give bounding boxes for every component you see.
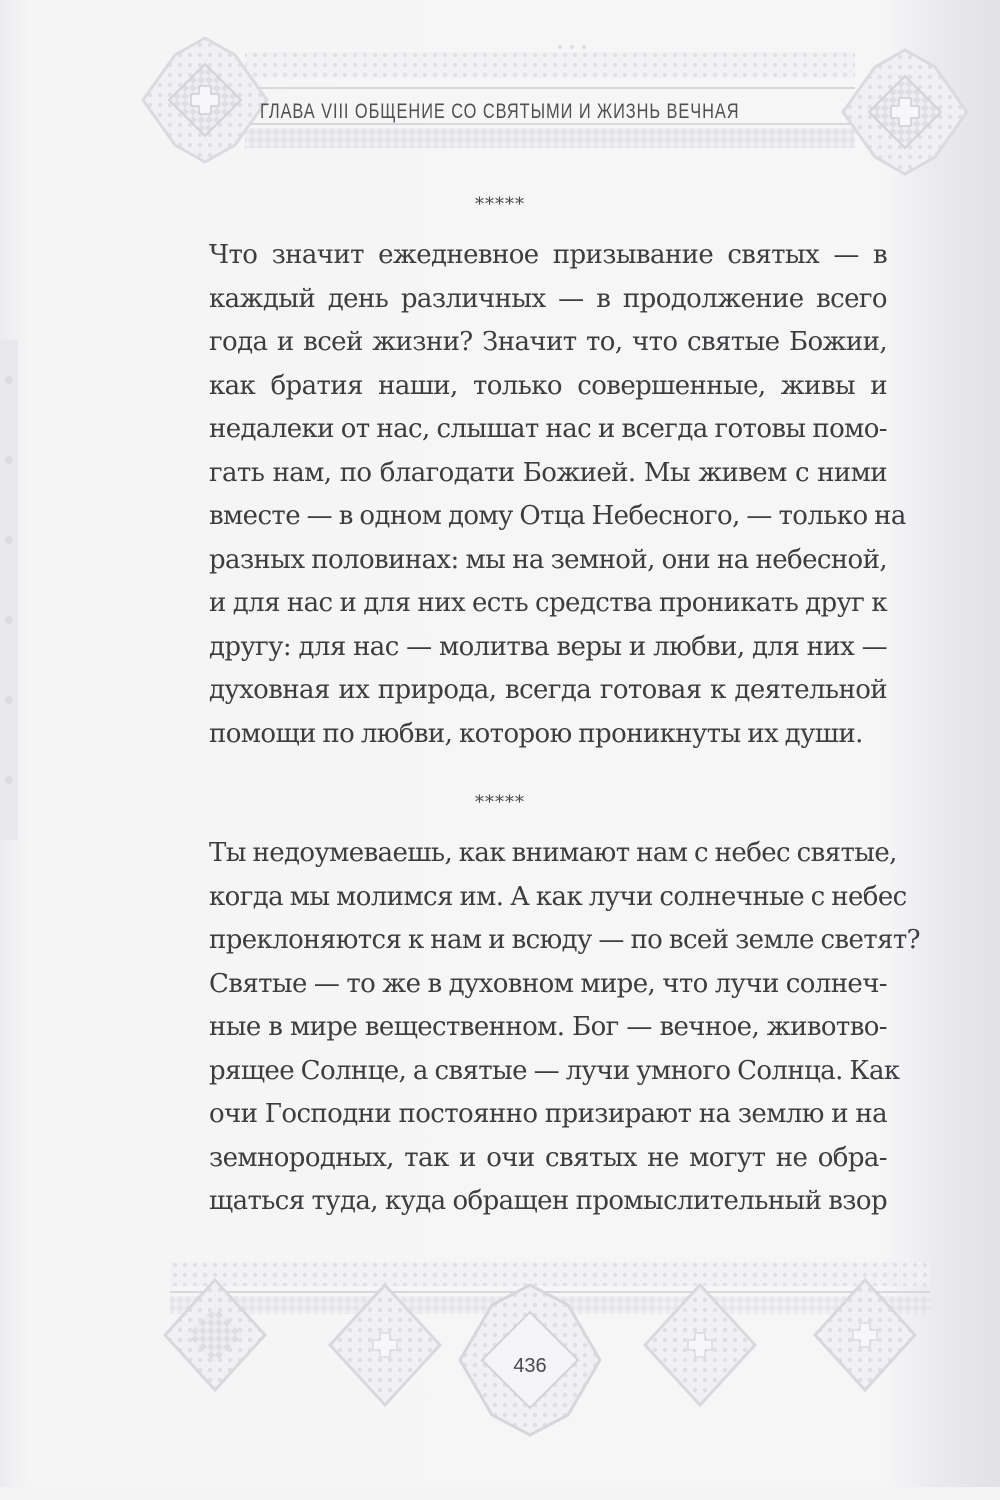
- paragraph-line: щаться туда, куда обращен промыслительный взор: [209, 1186, 887, 1216]
- paragraph-line: другу: для нас — молитва веры и любви, для них —: [209, 631, 887, 662]
- paragraph-line: каждый день различных — в продолжение всего: [209, 283, 887, 314]
- page-number: 436: [513, 1355, 547, 1377]
- left-edge-ornament: [0, 340, 40, 840]
- paragraph-line: ные в мире вещественном. Бог — вечное, животво-: [209, 1012, 887, 1042]
- paragraph-line: земнородных, так и очи святых не могут не обра-: [209, 1142, 887, 1173]
- paragraph-line: очи Господни постоянно призирают на землю и на: [209, 1099, 887, 1129]
- paragraph-line: рящее Солнце, а святые — лучи умного Солнца. Как: [209, 1055, 900, 1086]
- paragraph-line: недалеки от нас, слышат нас и всегда готовы помо-: [209, 414, 887, 444]
- paragraph-line: и для нас и для них есть средства проникать друг к: [209, 588, 887, 618]
- paragraph-line: помощи по любви, которою проникнуты их души.: [209, 718, 863, 749]
- section-separator: *****: [475, 792, 525, 813]
- paragraph-line: как братия наши, только совершенные, живы и: [209, 370, 887, 401]
- paragraph-line: Что значит ежедневное призывание святых — в: [209, 240, 887, 270]
- paragraph-line: вместе — в одном дому Отца Небесного, — только на: [209, 501, 906, 531]
- paragraph-line: преклоняются к нам и всюду — по всей земле светят?: [209, 925, 920, 955]
- paragraph-line: гать нам, по благодати Божией. Мы живем с ними: [209, 457, 887, 488]
- paragraph-line: Святые — то же в духовном мире, что лучи солнеч-: [209, 968, 887, 999]
- running-header: ГЛАВА VIII ОБЩЕНИЕ СО СВЯТЫМИ И ЖИЗНЬ ВЕЧНАЯ: [260, 100, 740, 123]
- paragraph-line: года и всей жизни? Значит то, что святые Божии,: [209, 327, 887, 357]
- paragraph-line: Ты недоумеваешь, как внимают нам с небес святые,: [209, 838, 897, 868]
- paragraph-2: [209, 832, 920, 1224]
- paragraph-line: духовная их природа, всегда готовая к деятельной: [209, 675, 887, 705]
- section-separator: *****: [475, 194, 525, 215]
- paragraph-line: разных половинах: мы на земной, они на небесной,: [209, 544, 887, 575]
- paragraph-line: когда мы молимся им. А как лучи солнечные с небес: [209, 881, 907, 912]
- paragraph-1: [209, 234, 906, 756]
